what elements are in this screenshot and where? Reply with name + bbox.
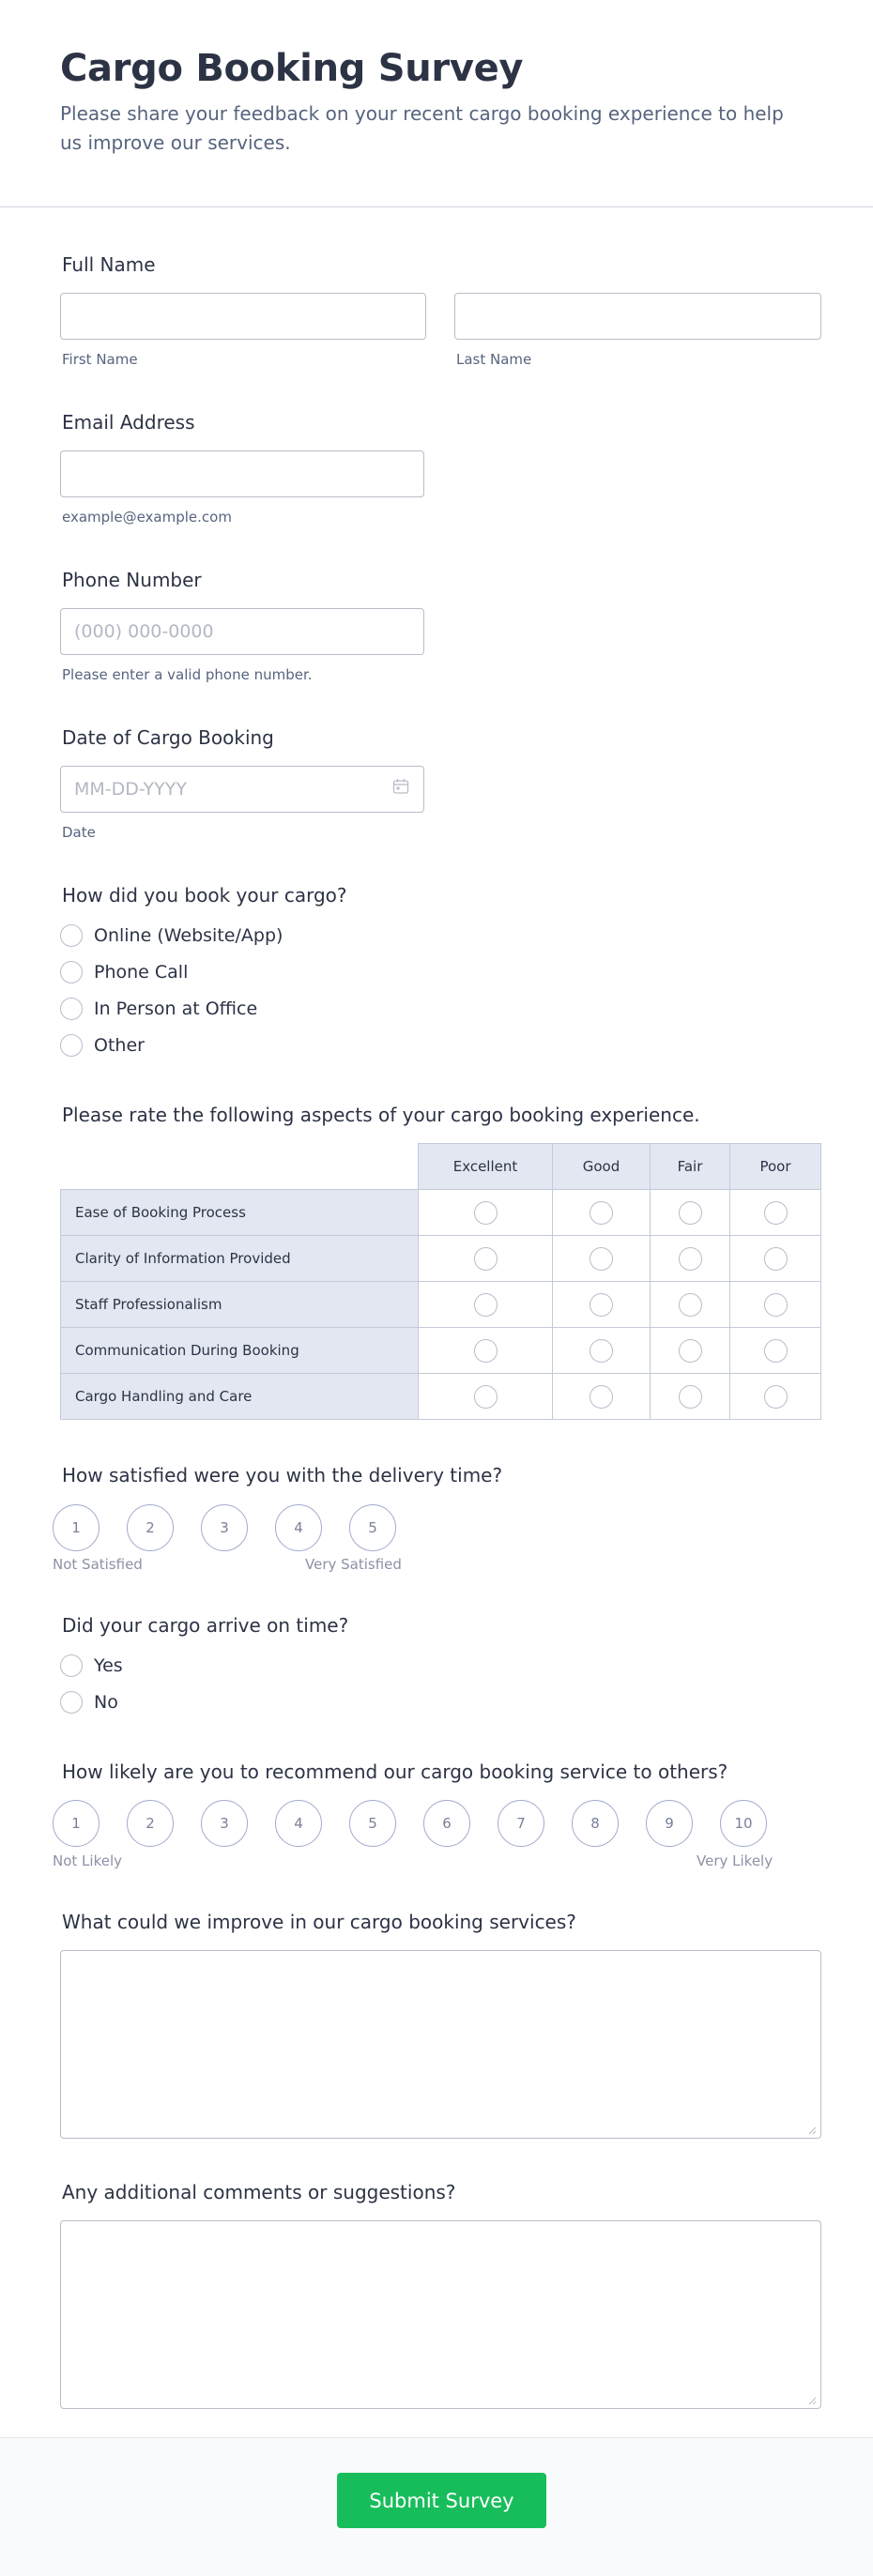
first-name-input[interactable] [60, 293, 426, 340]
matrix-cell[interactable] [650, 1281, 730, 1328]
matrix-cell[interactable] [650, 1373, 730, 1420]
radio-button[interactable] [764, 1293, 788, 1317]
radio-button[interactable] [679, 1385, 702, 1409]
scale-option-button[interactable]: 8 [572, 1800, 619, 1847]
matrix-row-label: Staff Professionalism [60, 1281, 419, 1328]
matrix-cell[interactable] [650, 1235, 730, 1282]
radio-button[interactable] [60, 1034, 83, 1057]
resize-grip-icon[interactable] [807, 2126, 817, 2135]
radio-button[interactable] [474, 1339, 498, 1363]
email-sublabel: example@example.com [62, 509, 232, 526]
scale-option-button[interactable]: 2 [127, 1504, 174, 1551]
scale-option-button[interactable]: 5 [349, 1504, 396, 1551]
scale-min-label: Not Likely [53, 1852, 122, 1869]
booking-date-input[interactable] [60, 766, 424, 813]
scale-option-button[interactable]: 4 [275, 1504, 322, 1551]
radio-button[interactable] [474, 1293, 498, 1317]
submit-button[interactable]: Submit Survey [337, 2473, 546, 2528]
radio-button[interactable] [764, 1247, 788, 1271]
on-time-option[interactable] [60, 1689, 118, 1715]
email-input[interactable] [60, 450, 424, 497]
matrix-cell[interactable] [552, 1327, 651, 1374]
booking-method-option[interactable] [60, 922, 283, 949]
matrix-cell[interactable] [418, 1327, 553, 1374]
matrix-cell[interactable] [418, 1281, 553, 1328]
matrix-row-label: Communication During Booking [60, 1327, 419, 1374]
radio-button[interactable] [60, 998, 83, 1020]
radio-button[interactable] [474, 1247, 498, 1271]
resize-grip-icon[interactable] [807, 2396, 817, 2405]
radio-button[interactable] [590, 1385, 613, 1409]
form-subtitle: Please share your feedback on your recent cargo booking experience to help us improve our services. [60, 102, 784, 154]
matrix-cell[interactable] [729, 1373, 821, 1420]
matrix-cell[interactable] [729, 1281, 821, 1328]
comments-label: Any additional comments or suggestions? [62, 2181, 456, 2203]
phone-label: Phone Number [62, 569, 202, 591]
scale-option-button[interactable]: 6 [423, 1800, 470, 1847]
booking-method-option[interactable] [60, 996, 257, 1022]
booking-method-option[interactable] [60, 1032, 145, 1059]
full-name-label: Full Name [62, 253, 156, 276]
scale-option-button[interactable]: 10 [720, 1800, 767, 1847]
radio-label: Online (Website/App) [94, 925, 283, 946]
calendar-icon[interactable] [392, 778, 409, 795]
rating-matrix [60, 1143, 821, 1424]
phone-sublabel: Please enter a valid phone number. [62, 666, 313, 683]
radio-label: In Person at Office [94, 998, 258, 1019]
booking-method-option[interactable] [60, 959, 188, 985]
matrix-cell[interactable] [552, 1189, 651, 1236]
scale-option-button[interactable]: 3 [201, 1504, 248, 1551]
radio-button[interactable] [590, 1339, 613, 1363]
radio-button[interactable] [60, 1654, 83, 1677]
scale-min-label: Not Satisfied [53, 1556, 143, 1573]
improve-label: What could we improve in our cargo booking services? [62, 1911, 576, 1933]
comments-textarea[interactable] [60, 2220, 821, 2409]
phone-input[interactable] [60, 608, 424, 655]
radio-button[interactable] [679, 1247, 702, 1271]
matrix-cell[interactable] [729, 1189, 821, 1236]
on-time-label: Did your cargo arrive on time? [62, 1614, 349, 1637]
matrix-cell[interactable] [418, 1373, 553, 1420]
radio-button[interactable] [590, 1293, 613, 1317]
scale-option-button[interactable]: 4 [275, 1800, 322, 1847]
scale-option-button[interactable]: 1 [53, 1504, 100, 1551]
recommend-label: How likely are you to recommend our cargo booking service to others? [62, 1761, 728, 1783]
radio-label: Phone Call [94, 962, 189, 983]
matrix-cell[interactable] [650, 1327, 730, 1374]
radio-button[interactable] [60, 961, 83, 983]
scale-option-button[interactable]: 1 [53, 1800, 100, 1847]
radio-button[interactable] [474, 1385, 498, 1409]
matrix-cell[interactable] [418, 1189, 553, 1236]
radio-button[interactable] [590, 1201, 613, 1225]
matrix-cell[interactable] [552, 1281, 651, 1328]
matrix-cell[interactable] [729, 1235, 821, 1282]
booking-method-label: How did you book your cargo? [62, 884, 347, 907]
booking-date-label: Date of Cargo Booking [62, 726, 274, 749]
radio-button[interactable] [764, 1201, 788, 1225]
radio-button[interactable] [60, 1691, 83, 1714]
scale-max-label: Very Likely [697, 1852, 773, 1869]
last-name-sublabel: Last Name [456, 351, 532, 368]
radio-label: Other [94, 1035, 145, 1056]
radio-button[interactable] [764, 1385, 788, 1409]
matrix-column-header: Fair [650, 1143, 730, 1190]
radio-button[interactable] [679, 1339, 702, 1363]
scale-option-button[interactable]: 2 [127, 1800, 174, 1847]
radio-button[interactable] [679, 1293, 702, 1317]
radio-button[interactable] [60, 924, 83, 947]
matrix-cell[interactable] [650, 1189, 730, 1236]
matrix-cell[interactable] [552, 1235, 651, 1282]
booking-date-sublabel: Date [62, 824, 96, 841]
matrix-column-header: Excellent [418, 1143, 553, 1190]
scale-max-label: Very Satisfied [305, 1556, 402, 1573]
scale-option-button[interactable]: 5 [349, 1800, 396, 1847]
form-header [0, 0, 873, 207]
matrix-cell[interactable] [418, 1235, 553, 1282]
matrix-column-header: Good [552, 1143, 651, 1190]
matrix-cell[interactable] [552, 1373, 651, 1420]
delivery-satisfaction-label: How satisfied were you with the delivery time? [62, 1464, 503, 1486]
rating-matrix-label: Please rate the following aspects of your cargo booking experience. [62, 1104, 700, 1126]
improve-textarea[interactable] [60, 1950, 821, 2139]
first-name-sublabel: First Name [62, 351, 138, 368]
radio-label: No [94, 1692, 118, 1713]
scale-option-button[interactable]: 3 [201, 1800, 248, 1847]
radio-button[interactable] [590, 1247, 613, 1271]
scale-option-button[interactable]: 9 [646, 1800, 693, 1847]
last-name-input[interactable] [454, 293, 821, 340]
matrix-row-label: Clarity of Information Provided [60, 1235, 419, 1282]
radio-button[interactable] [764, 1339, 788, 1363]
radio-button[interactable] [679, 1201, 702, 1225]
matrix-cell[interactable] [729, 1327, 821, 1374]
email-label: Email Address [62, 411, 195, 434]
radio-button[interactable] [474, 1201, 498, 1225]
on-time-option[interactable] [60, 1653, 123, 1679]
matrix-row-label: Ease of Booking Process [60, 1189, 419, 1236]
radio-label: Yes [94, 1655, 123, 1676]
matrix-row-label: Cargo Handling and Care [60, 1373, 419, 1420]
form-title: Cargo Booking Survey [60, 47, 524, 90]
scale-option-button[interactable]: 7 [498, 1800, 544, 1847]
matrix-column-header: Poor [729, 1143, 821, 1190]
